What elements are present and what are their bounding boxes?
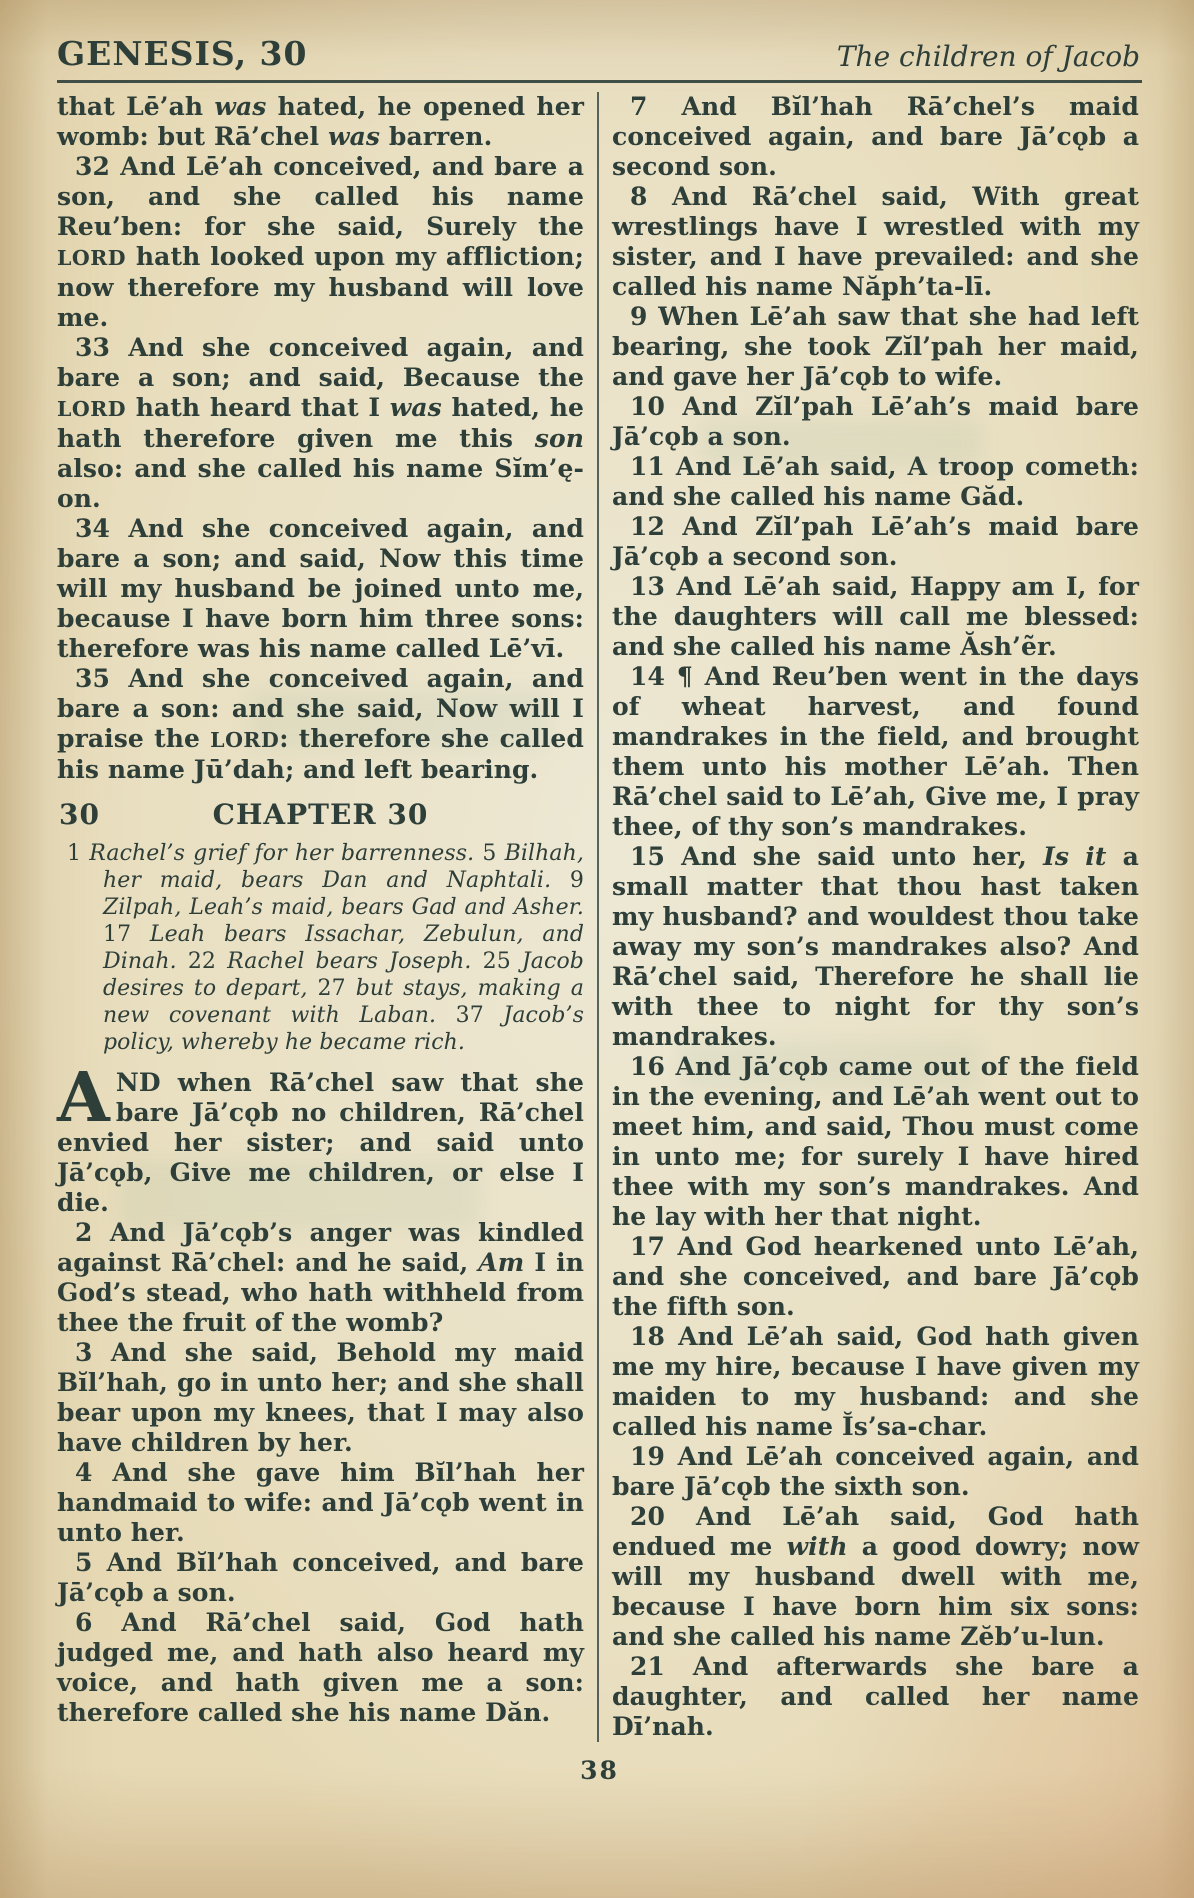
text-run: 4 And she gave him Bĭl’hah her handmaid to wife: and Jā’cǫb went in unto her.	[57, 1458, 584, 1547]
text-run: Leah bears Issachar, Zebulun, and Dinah.	[103, 922, 585, 974]
verse-paragraph-dropcap	[57, 1058, 584, 1218]
text-run: a small matter that thou hast taken my husband? and wouldest thou take away my son’s mandrakes also? And Rā’chel said, Therefore he shall lie with thee to night for thy son’s mandrakes.	[612, 842, 1139, 1051]
text-run: was	[327, 122, 381, 151]
verse-paragraph	[612, 1322, 1139, 1442]
text-run: Is it	[1043, 842, 1107, 871]
verse-paragraph	[612, 1052, 1139, 1232]
two-column-text	[57, 92, 1142, 1742]
verse-paragraph	[612, 452, 1139, 512]
drop-cap: A	[57, 1058, 110, 1138]
text-run: 15 And she said unto her,	[630, 842, 1044, 871]
verse-paragraph	[612, 1502, 1139, 1652]
text-run: 22	[187, 949, 228, 974]
header-rule	[57, 80, 1142, 83]
verse-paragraph	[612, 572, 1139, 662]
text-run: LORD	[210, 728, 280, 752]
text-run: : therefore she called his name Jū’dah; and left bearing.	[57, 724, 584, 784]
text-run: with	[786, 1532, 848, 1561]
text-run: 9	[569, 868, 584, 893]
text-run: 33 And she conceived again, and bare a son; and said, Because the	[57, 333, 584, 392]
chapter-margin-number: 30	[59, 798, 100, 831]
verse-paragraph	[612, 662, 1139, 842]
running-head: The children of Jacob	[836, 40, 1140, 73]
text-run: 8 And Rā’chel said, With great wrestlings have I wrestled with my sister, and I have prevailed: and she called his name Năph’ta-lī.	[612, 182, 1139, 301]
text-run: that Lē’ah	[57, 92, 215, 121]
text-run: 11 And Lē’ah said, A troop cometh: and she called his name Găd.	[612, 452, 1139, 511]
verse-paragraph	[612, 1652, 1139, 1742]
verse-paragraph	[612, 392, 1139, 452]
verse-paragraph	[612, 302, 1139, 392]
verse-paragraph	[612, 1232, 1139, 1322]
text-run: 9 When Lē’ah saw that she had left bearing, she took Zĭl’pah her maid, and gave her Jā’cǫb to wife.	[612, 302, 1139, 391]
text-run: Jacob desires to depart,	[103, 949, 584, 1001]
text-run: 18 And Lē’ah said, God hath given me my hire, because I have given my maiden to my husband: and she called his name Ĭs’sa-char.	[612, 1322, 1139, 1441]
text-run: 34 And she conceived again, and bare a son; and said, Now this time will my husband be joined unto me, because I have born him three sons: therefore was his name called Lē’vī.	[57, 514, 584, 663]
text-run: 5	[482, 841, 505, 866]
verse-paragraph	[57, 664, 584, 785]
text-run: 27	[317, 976, 356, 1001]
text-run: was	[214, 92, 267, 121]
text-run: LORD	[57, 397, 127, 421]
verse-paragraph	[612, 182, 1139, 302]
text-run: a good dowry; now will my husband dwell with me, because I have born him six sons: and she called his name Zĕb’u-lun.	[612, 1532, 1139, 1651]
text-run: 6 And Rā’chel said, God hath judged me, and hath also heard my voice, and hath given me a son: therefore called she his name Dăn.	[57, 1608, 584, 1727]
text-run: 21 And afterwards she bare a daughter, and called her name Dī’nah.	[612, 1652, 1139, 1741]
text-run: hated, he hath therefore given me this	[57, 393, 584, 453]
text-run: hated, he opened her womb: but Rā’chel	[57, 92, 584, 151]
text-run: hath looked upon my affliction; now therefore my husband will love me.	[57, 242, 584, 332]
text-run: 13 And Lē’ah said, Happy am I, for the daughters will call me blessed: and she called his name Ăsh’ẽr.	[612, 572, 1139, 661]
text-run: 5 And Bĭl’hah conceived, and bare Jā’cǫb a son.	[57, 1548, 584, 1607]
text-run: 12 And Zĭl’pah Lē’ah’s maid bare Jā’cǫb a second son.	[612, 512, 1139, 571]
verse-paragraph	[612, 842, 1139, 1052]
text-run: 19 And Lē’ah conceived again, and bare Jā’cǫb the sixth son.	[612, 1442, 1139, 1501]
continuation-paragraph	[57, 92, 584, 152]
text-run: 14 ¶ And Reu’ben went in the days of wheat harvest, and found mandrakes in the field, and brought them unto his mother Lē’ah. Then Rā’chel said to Lē’ah, Give me, I pray thee, of thy son’s mandrakes.	[612, 662, 1139, 841]
chapter-title: CHAPTER 30	[212, 798, 429, 831]
text-run: 37	[455, 1003, 504, 1028]
verse-paragraph	[57, 152, 584, 333]
verse-paragraph	[612, 1442, 1139, 1502]
text-run: 17	[103, 922, 150, 947]
text-run: but stays, making a new covenant with Laban.	[103, 976, 584, 1028]
verse-paragraph	[612, 512, 1139, 572]
text-run: hath heard that I	[126, 393, 390, 422]
text-run: 10 And Zĭl’pah Lē’ah’s maid bare Jā’cǫb a son.	[612, 392, 1139, 451]
text-run: 1	[67, 841, 90, 866]
page-number: 38	[580, 1756, 619, 1785]
verse-paragraph	[612, 92, 1139, 182]
text-run: 25	[482, 949, 522, 974]
verse-paragraph	[57, 1608, 584, 1728]
text-run: also: and she called his name Sĭm’ę-on.	[57, 454, 584, 513]
text-run: Rachel’s grief for her barrenness.	[89, 841, 483, 866]
text-run: Zilpah, Leah’s maid, bears Gad and Asher.	[103, 895, 584, 920]
verse-paragraph	[57, 1548, 584, 1608]
text-run: barren.	[380, 122, 493, 151]
book-chapter-title: GENESIS, 30	[57, 34, 308, 73]
verse-paragraph	[57, 514, 584, 664]
text-run: 32 And Lē’ah conceived, and bare a son, and she called his name Reu’ben: for she said, Surely the	[57, 152, 584, 241]
text-run: son	[534, 424, 584, 453]
text-run: was	[389, 393, 442, 422]
text-run: 20 And Lē’ah said, God hath endued me	[612, 1502, 1139, 1561]
text-run: 17 And God hearkened unto Lē’ah, and she conceived, and bare Jā’cǫb the fifth son.	[612, 1232, 1139, 1321]
text-run: 35 And she conceived again, and bare a son: and she said, Now will I praise the	[57, 664, 584, 753]
text-run: 3 And she said, Behold my maid Bĭl’hah, go in unto her; and she shall bear upon my knees, that I may also have children by her.	[57, 1338, 584, 1457]
verse-paragraph	[57, 1218, 584, 1338]
verse-paragraph	[57, 1338, 584, 1458]
text-run: Rachel bears Joseph.	[227, 949, 483, 974]
verse-paragraph	[57, 1458, 584, 1548]
left-column	[57, 92, 584, 1742]
chapter-heading	[57, 800, 584, 830]
page-header	[57, 34, 1142, 73]
text-run: 7 And Bĭl’hah Rā’chel’s maid conceived again, and bare Jā’cǫb a second son.	[612, 92, 1139, 181]
text-run: 16 And Jā’cǫb came out of the field in the evening, and Lē’ah went out to meet him, and said, Thou must come in unto me; for surely I have hired thee with my son’s mandrakes. And he lay with her that night.	[612, 1052, 1139, 1231]
text-run: Am	[478, 1248, 525, 1277]
text-run: Jacob’s policy, whereby he became rich.	[103, 1003, 584, 1055]
text-run: I in God’s stead, who hath withheld from thee the fruit of the womb?	[57, 1248, 584, 1337]
right-column	[612, 92, 1139, 1742]
chapter-summary	[57, 840, 584, 1056]
page-content	[57, 34, 1142, 1785]
text-run: ND when Rā’chel saw that she bare Jā’cǫb no children, Rā’chel envied her sister; and said unto Jā’cǫb, Give me children, or else I die.	[57, 1068, 584, 1217]
column-divider	[597, 92, 599, 1742]
text-run: 2 And Jā’cǫb’s anger was kindled against Rā’chel: and he said,	[57, 1218, 584, 1277]
verse-paragraph	[57, 333, 584, 514]
text-run: LORD	[57, 246, 127, 270]
text-run: Bilhah, her maid, bears Dan and Naphtali.	[103, 841, 584, 893]
